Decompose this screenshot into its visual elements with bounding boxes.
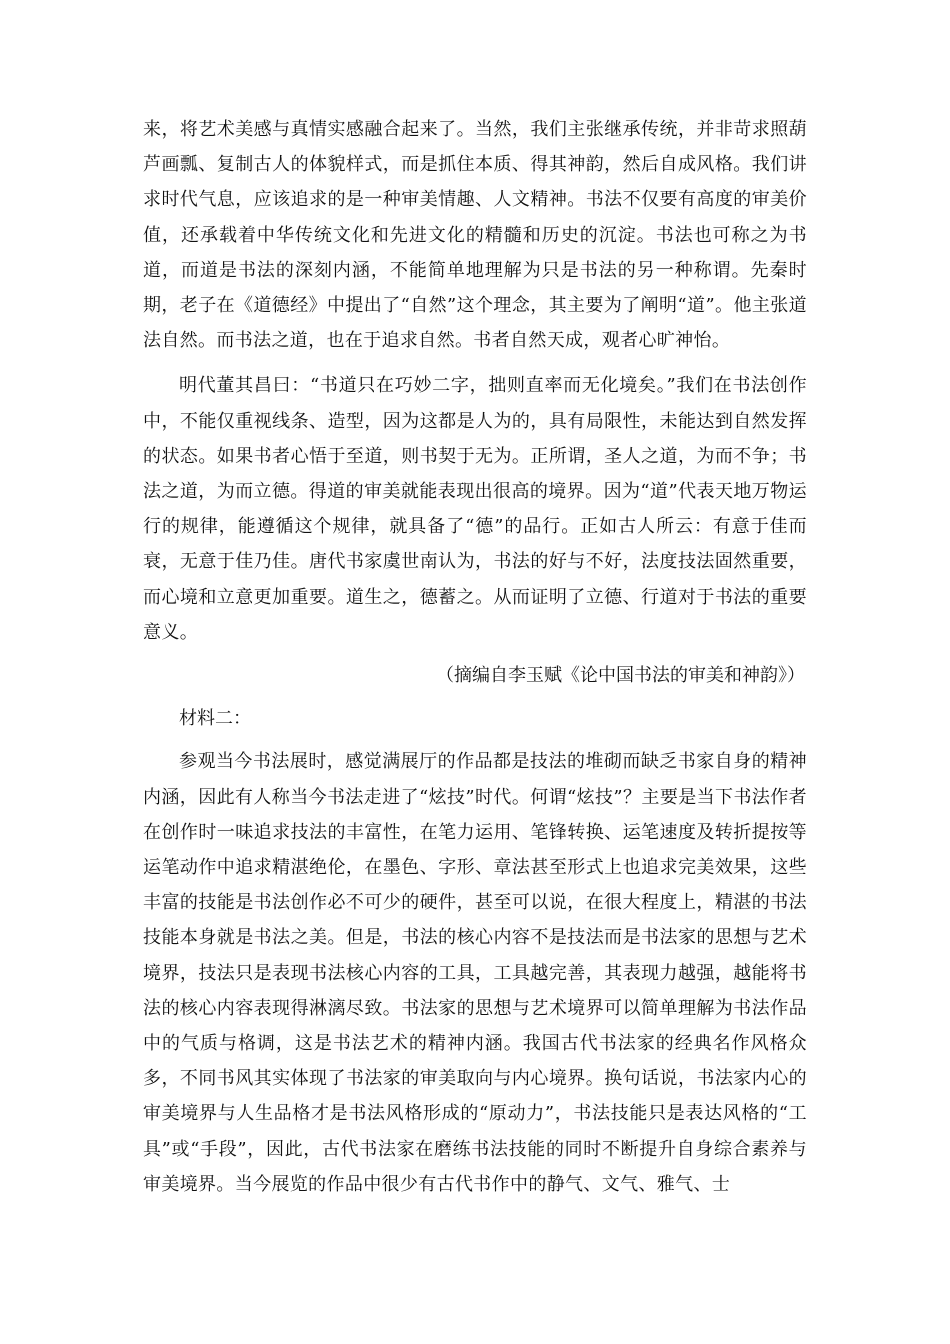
paragraph-material-2: 参观当今书法展时，感觉满展厅的作品都是技法的堆砌而缺乏书家自身的精神内涵，因此有人称当今书法走进了“炫技”时代。何谓“炫技”？主要是当下书法作者在创作时一味追求技法的丰富性，在笔力运用、笔锋转换、运笔速度及转折提按等运笔动作中追求精湛绝伦，在墨色、字形、章法甚至形式上也追求完美效果，这些丰富的技能是书法创作必不可少的硬件，甚至可以说，在很大程度上，精湛的书法技能本身就是书法之美。但是，书法的核心内容不是技法而是书法家的思想与艺术境界，技法只是表现书法核心内容的工具，工具越完善，其表现力越强，越能将书法的核心内容表现得淋漓尽致。书法家的思想与艺术境界可以简单理解为书法作品中的气质与格调，这是书法艺术的精神内涵。我国古代书法家的经典名作风格众多，不同书风其实体现了书法家的审美取向与内心境界。换句话说，书法家内心的审美境界与人生品格才是书法风格形成的“原动力”，书法技能只是表达风格的“工具”或“手段”，因此，古代书法家在磨练书法技能的同时不断提升自身综合素养与审美境界。当今展览的作品中很少有古代书作中的静气、文气、雅气、士 [143,751,807,1195]
material-2-heading: 材料二： [179,708,251,730]
paragraph-continued: 来，将艺术美感与真情实感融合起来了。当然，我们主张继承传统，并非苛求照葫芦画瓢、复制古人的体貌样式，而是抓住本质、得其神韵，然后自成风格。我们讲求时代气息，应该追求的是一种审美情趣、人文精神。书法不仅要有高度的审美价值，还承载着中华传统文化和先进文化的精髓和历史的沉淀。书法也可称之为书道，而道是书法的深刻内涵，不能简单地理解为只是书法的另一种称谓。先秦时期，老子在《道德经》中提出了“自然”这个理念，其主要为了阐明“道”。他主张道法自然。而书法之道，也在于追求自然。书者自然天成，观者心旷神怡。 [143,119,807,352]
document-page [143,112,807,1206]
source-citation: （摘编自李玉赋《论中国书法的审美和神韵》） [436,665,805,687]
paragraph-dong-qichang: 明代董其昌曰：“书道只在巧妙二字，拙则直率而无化境矣。”我们在书法创作中，不能仅重视线条、造型，因为这都是人为的，具有局限性，未能达到自然发挥的状态。如果书者心悟于至道，则书契于无为。正所谓，圣人之道，为而不争；书法之道，为而立德。得道的审美就能表现出很高的境界。因为“道”代表天地万物运行的规律，能遵循这个规律，就具备了“德”的品行。正如古人所云：有意于佳而衰，无意于佳乃佳。唐代书家虞世南认为，书法的好与不好，法度技法固然重要，而心境和立意更加重要。道生之，德蓄之。从而证明了立德、行道对于书法的重要意义。 [143,375,807,643]
